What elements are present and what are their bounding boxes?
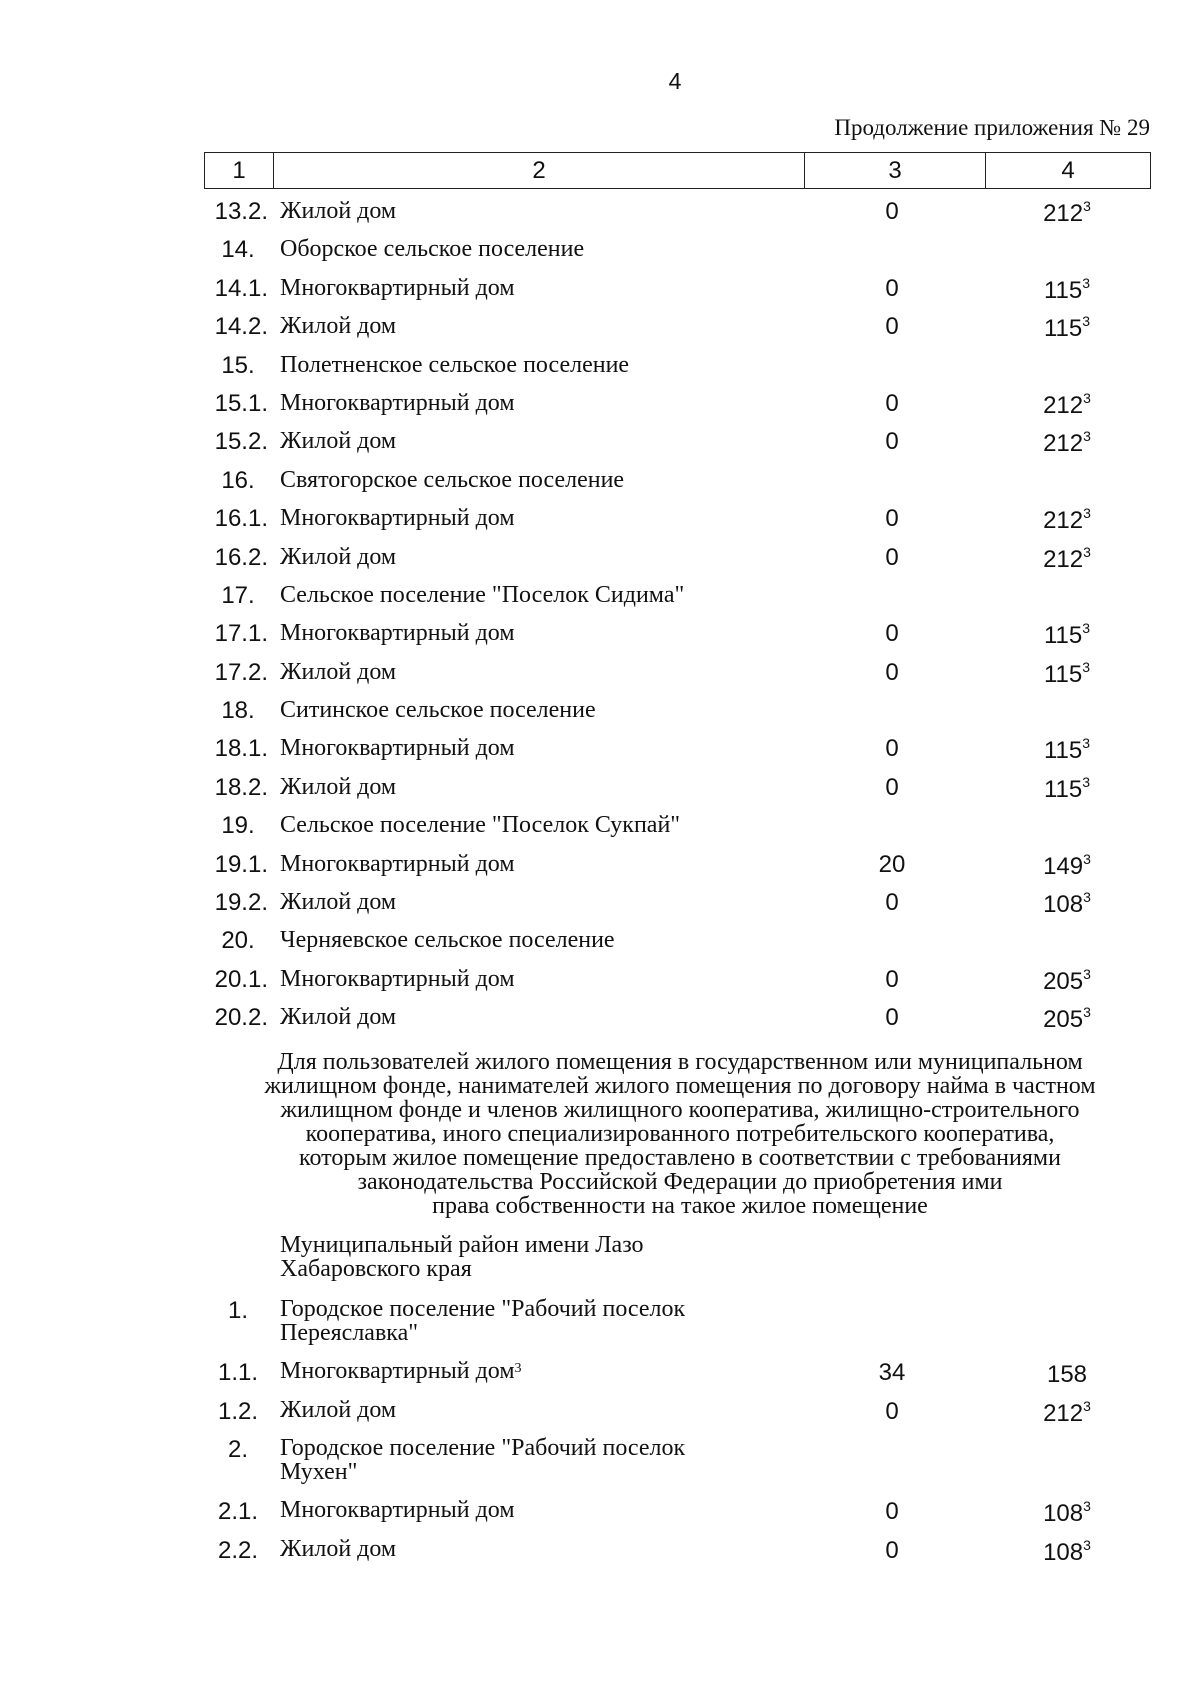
section-note — [200, 1050, 1160, 1218]
row-col-3: 0 — [885, 965, 899, 993]
row-col-4 — [982, 315, 1152, 343]
row-number: 20.2. — [214, 1004, 268, 1032]
note-line: права собственности на такое жилое помещение — [432, 1193, 928, 1219]
row-col-4 — [982, 389, 1152, 420]
footnote-mark: 3 — [1082, 620, 1091, 637]
note-line: законодательства Российской Федерации до приобретения ими — [357, 1169, 1003, 1195]
footnote-mark: 3 — [1083, 1536, 1091, 1553]
table-row — [204, 311, 1151, 349]
row-name: Жилой дом — [280, 889, 397, 916]
row-col-3: 0 — [885, 505, 899, 533]
table-row — [204, 234, 1151, 272]
footnote-mark: 3 — [1082, 274, 1091, 291]
district-name — [280, 1233, 800, 1281]
row-col-3: 0 — [885, 1397, 899, 1425]
row-col-4-value: 115 — [1043, 622, 1083, 650]
table-row — [204, 657, 1151, 695]
row-number: 1.2. — [217, 1397, 259, 1425]
row-name-text: Городское поселение "Рабочий поселок — [280, 1435, 686, 1461]
row-col-4-value: 212 — [1043, 391, 1084, 419]
row-col-3: 0 — [885, 543, 899, 571]
row-col-4-value: 115 — [1043, 737, 1083, 765]
row-col-4-value: 115 — [1043, 276, 1083, 304]
row-name-line — [280, 1498, 800, 1522]
table-row — [204, 388, 1151, 426]
header-col-3: 3 — [805, 153, 986, 188]
note-line: Для пользователей жилого помещения в государственном или муниципальном — [277, 1049, 1083, 1075]
table-row — [204, 1002, 1151, 1040]
row-name-text: Жилой дом — [280, 1535, 397, 1562]
row-col-4 — [982, 965, 1152, 996]
row-col-4-value: 212 — [1043, 507, 1084, 535]
row-col-4-value: 212 — [1043, 200, 1084, 227]
footnote-mark: 3 — [1082, 658, 1091, 675]
row-name: Сельское поселение "Поселок Сидима" — [280, 581, 685, 608]
row-col-4-value: 115 — [1043, 660, 1083, 688]
footnote-mark: 3 — [1083, 505, 1091, 522]
row-name-line — [280, 1359, 800, 1383]
row-name-text: Мухен" — [280, 1459, 358, 1485]
row-name-line — [280, 1537, 800, 1561]
row-name: Многоквартирный дом — [280, 965, 515, 992]
footnote-mark: 3 — [1083, 1498, 1091, 1514]
header-col-4: 4 — [1061, 156, 1075, 184]
row-col-3: 34 — [878, 1359, 906, 1386]
table-row — [204, 810, 1151, 848]
row-col-4-value: 108 — [1043, 891, 1084, 919]
row-col-4-value: 212 — [1043, 1399, 1084, 1427]
table-row — [204, 618, 1151, 656]
row-number: 18. — [221, 697, 255, 725]
table-row — [204, 695, 1151, 733]
row-col-4 — [982, 1361, 1152, 1389]
page-number: 4 — [668, 68, 682, 94]
row-col-4-value: 149 — [1043, 852, 1084, 880]
row-col-4-value: 205 — [1043, 967, 1084, 995]
row-name: Многоквартирный дом — [280, 389, 515, 416]
footnote-mark: 3 — [1083, 389, 1091, 406]
row-col-3: 0 — [885, 389, 899, 417]
footnote-mark: 3 — [1083, 428, 1091, 445]
row-col-4-value: 205 — [1043, 1006, 1084, 1034]
row-col-4 — [982, 1006, 1152, 1034]
footnote-mark: 3 — [1083, 1004, 1091, 1021]
row-name-text: Многоквартирный дом — [280, 1497, 515, 1523]
footnote-mark: 3 — [1082, 735, 1091, 752]
row-col-3: 0 — [885, 274, 899, 302]
row-col-4 — [982, 773, 1152, 804]
row-col-4-value: 108 — [1043, 1538, 1084, 1566]
row-name: Ситинское сельское поселение — [280, 697, 596, 724]
row-col-4 — [982, 658, 1152, 689]
table-row — [204, 733, 1151, 771]
note-line: кооператива, иного специализированного потребительского кооператива, — [305, 1121, 1055, 1147]
row-number: 2. — [227, 1436, 248, 1463]
row-number: 19. — [221, 812, 255, 840]
row-number: 18.1. — [214, 735, 268, 763]
table-row — [204, 772, 1151, 810]
header-col-2: 2 — [274, 153, 805, 188]
row-col-3: 0 — [885, 658, 899, 686]
row-name-line — [280, 1297, 800, 1321]
row-name: Жилой дом — [280, 543, 397, 570]
row-number: 13.2. — [214, 198, 268, 225]
row-col-3: 0 — [885, 1004, 899, 1032]
row-number: 1.1. — [217, 1359, 259, 1386]
row-name: Жилой дом — [280, 773, 397, 800]
table-row — [204, 925, 1151, 963]
row-col-4-value: 108 — [1043, 1500, 1084, 1527]
table-row — [204, 503, 1151, 541]
footnote-mark: 3 — [1083, 965, 1091, 982]
row-col-4 — [982, 737, 1152, 765]
footnote-mark: 3 — [1083, 1397, 1091, 1414]
row-name: Полетненское сельское поселение — [280, 351, 630, 378]
row-col-3: 0 — [885, 198, 899, 225]
table-row — [204, 426, 1151, 464]
row-name: Многоквартирный дом — [280, 850, 515, 877]
row-col-4-value: 115 — [1043, 775, 1083, 803]
row-name: Жилой дом — [280, 198, 397, 224]
table-row — [204, 964, 1151, 1002]
row-col-3: 0 — [885, 889, 899, 917]
continuation-label: Продолжение приложения № 29 — [834, 115, 1150, 140]
row-name: Святогорское сельское поселение — [280, 466, 625, 493]
row-col-4-value: 158 — [1046, 1361, 1088, 1388]
row-col-4 — [982, 200, 1152, 228]
row-col-3: 0 — [885, 313, 899, 341]
table-row — [204, 465, 1151, 503]
row-col-3: 0 — [885, 1536, 899, 1564]
row-col-4 — [982, 622, 1152, 650]
row-number: 20.1. — [214, 965, 268, 993]
row-number: 15.2. — [214, 428, 268, 456]
row-number: 14.1. — [214, 274, 268, 302]
table-row — [204, 580, 1151, 618]
row-name: Многоквартирный дом — [280, 274, 515, 301]
table-row — [204, 887, 1151, 925]
row-col-4 — [982, 1500, 1152, 1528]
row-name — [280, 1297, 800, 1345]
header-col-1: 1 — [205, 153, 274, 188]
row-name-text: Многоквартирный дом — [280, 1358, 515, 1384]
row-name — [280, 1436, 800, 1484]
footnote-mark: 3 — [1083, 198, 1091, 214]
footnote-mark: 3 — [514, 1361, 522, 1376]
row-col-4 — [982, 543, 1152, 574]
row-name-line — [280, 1398, 800, 1422]
row-col-3: 0 — [885, 620, 899, 648]
row-number: 16. — [221, 466, 255, 494]
row-name — [280, 1498, 800, 1522]
row-name — [280, 1537, 800, 1561]
district-line: Муниципальный район имени Лазо — [280, 1232, 644, 1258]
row-number: 18.2. — [214, 773, 268, 801]
row-col-4-value: 212 — [1043, 545, 1084, 573]
row-name: Жилой дом — [280, 313, 397, 340]
footnote-mark: 3 — [1083, 543, 1091, 560]
row-number: 19.1. — [214, 850, 268, 878]
row-number: 17.1. — [214, 620, 268, 648]
row-col-4-value: 212 — [1043, 430, 1084, 458]
row-number: 1. — [227, 1297, 248, 1324]
table-row — [204, 196, 1151, 234]
row-name-line — [280, 1460, 800, 1484]
row-col-3: 0 — [885, 428, 899, 456]
row-col-3: 20 — [878, 850, 906, 878]
row-name: Черняевское сельское поселение — [280, 927, 615, 954]
row-name: Многоквартирный дом — [280, 620, 515, 647]
table-row — [204, 542, 1151, 580]
row-name-text: Городское поселение "Рабочий поселок — [280, 1296, 686, 1322]
row-name: Сельское поселение "Поселок Сукпай" — [280, 812, 681, 839]
footnote-mark: 3 — [1083, 889, 1091, 906]
row-number: 17.2. — [214, 658, 268, 686]
row-col-4 — [982, 430, 1152, 458]
row-name: Многоквартирный дом — [280, 735, 515, 762]
row-number: 14.2. — [214, 313, 268, 341]
row-col-4 — [982, 507, 1152, 535]
row-name: Жилой дом — [280, 658, 397, 685]
table-row — [204, 849, 1151, 887]
footnote-mark: 3 — [1083, 850, 1091, 867]
table-row — [204, 350, 1151, 388]
row-name: Оборское сельское поселение — [280, 236, 585, 263]
row-number: 14. — [221, 236, 255, 264]
row-number: 15. — [221, 351, 255, 379]
row-number: 15.1. — [214, 389, 268, 417]
row-name-text: Переяславка" — [280, 1320, 419, 1346]
row-col-4 — [982, 1536, 1152, 1567]
row-name: Жилой дом — [280, 1004, 397, 1031]
row-name — [280, 1398, 800, 1422]
row-number: 20. — [221, 927, 255, 955]
row-name: Многоквартирный дом — [280, 505, 515, 532]
row-col-4 — [982, 1397, 1152, 1428]
row-name-line — [280, 1321, 800, 1345]
row-number: 19.2. — [214, 889, 268, 917]
district-line: Хабаровского края — [280, 1256, 472, 1282]
row-col-4-value: 115 — [1043, 315, 1083, 343]
note-line: которым жилое помещение предоставлено в соответствии с требованиями — [299, 1145, 1061, 1171]
row-name: Жилой дом — [280, 428, 397, 455]
row-name — [280, 1359, 800, 1383]
note-line: жилищном фонде, нанимателей жилого помещения по договору найма в частном — [264, 1073, 1096, 1099]
row-col-3: 0 — [885, 1498, 899, 1525]
row-number: 2.2. — [217, 1536, 259, 1564]
row-col-4 — [982, 274, 1152, 305]
row-col-3: 0 — [885, 773, 899, 801]
row-col-3: 0 — [885, 735, 899, 763]
table-body — [204, 196, 1151, 1041]
row-number: 2.1. — [217, 1498, 259, 1525]
table-header — [204, 152, 1151, 189]
row-number: 17. — [221, 581, 255, 609]
footnote-mark: 3 — [1082, 773, 1091, 790]
row-name-line — [280, 1436, 800, 1460]
footnote-mark: 3 — [1082, 313, 1091, 330]
row-col-4 — [982, 850, 1152, 881]
table-row — [204, 273, 1151, 311]
row-number: 16.2. — [214, 543, 268, 571]
row-number: 16.1. — [214, 505, 268, 533]
row-name-text: Жилой дом — [280, 1396, 397, 1423]
note-line: жилищном фонде и членов жилищного кооператива, жилищно-строительного — [280, 1097, 1080, 1123]
row-col-4 — [982, 891, 1152, 919]
